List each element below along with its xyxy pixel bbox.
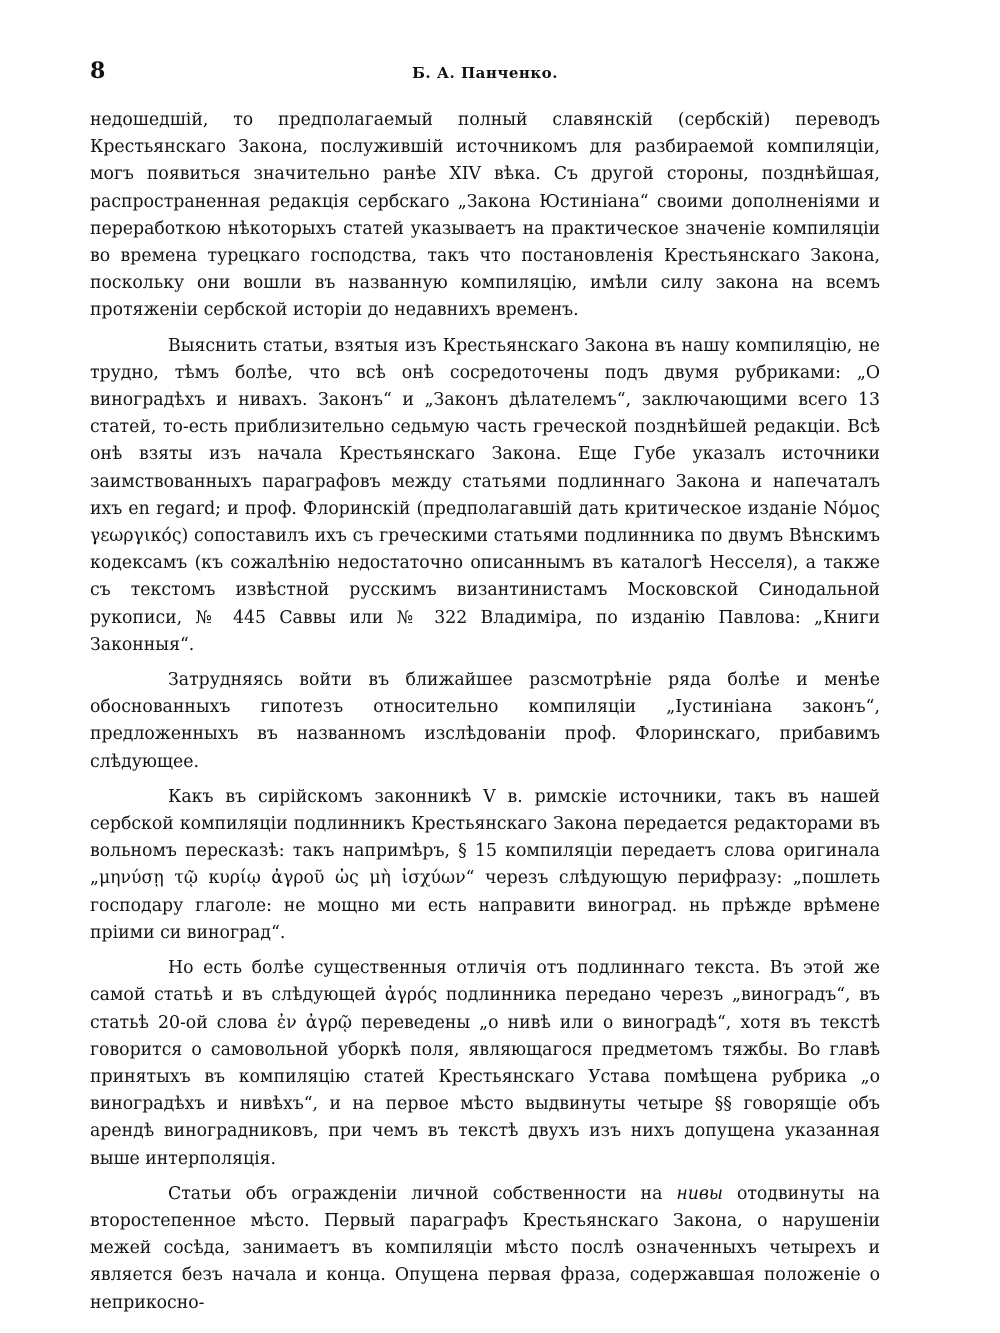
body-text (90, 107, 880, 1317)
page-number: 8 (90, 58, 106, 84)
paragraph-4: Какъ въ сирійскомъ законникѣ V в. римскіе источники, такъ въ нашей сербской компиляціи подлинникъ Крестьянскаго Закона передается редакторами въ вольномъ пересказѣ: такъ напримѣръ, § 15 компиляціи передаетъ слова оригинала „μηνύσῃ τῷ κυρίῳ ἀγροῦ ὡς μὴ ἰσχύων“ черезъ слѣдующую перифразу: „пошлеть господару глаголе: не мощно ми есть направити виноград. нь прѣжде врѣмене пріими си виноград“. (90, 786, 880, 943)
paragraph-1: недошедшій, то предполагаемый полный славянскій (сербскій) переводъ Крестьянскаго Закона, послужившій источникомъ для разбираемой компиляціи, могъ появиться значительно ранѣе XIV вѣка. Съ другой стороны, позднѣйшая, распространенная редакція сербскаго „Закона Юстиніана“ своими дополненіями и переработкою нѣкоторыхъ статей указываетъ на практическое значеніе компиляціи во времена турецкаго господства, такъ что постановленія Крестьянскаго Закона, поскольку они вошли въ названную компиляцію, имѣли силу закона на всемъ протяженіи сербской исторіи до недавнихъ временъ. (90, 110, 880, 321)
paragraph-6-end: отодвинуты на второстепенное мѣсто. Первый параграфъ Крестьянскаго Закона, о нарушеніи межей сосѣда, занимаетъ въ компиляціи мѣсто послѣ означенныхъ четырехъ и является безъ начала и конца. Опущена первая фраза, содержавшая положеніе о неприкосно- (90, 1183, 880, 1313)
paragraph-6-start: Статьи объ огражденіи личной собственности на (168, 1183, 677, 1204)
paragraph-5: Но есть болѣе существенныя отличія отъ подлиннаго текста. Въ этой же самой статьѣ и въ слѣдующей ἀγρός подлинника передано черезъ „виноградъ“, въ статьѣ 20-ой слова ἐν ἀγρῷ переведены „о нивѣ или о виноградѣ“, хотя въ текстѣ говорится о самовольной уборкѣ поля, являющагося предметомъ тяжбы. Во главѣ принятыхъ въ компиляцію статей Крестьянскаго Устава помѣщена рубрика „о виноградѣхъ и нивѣхъ“, и на первое мѣсто выдвинуты четыре §§ говорящіе объ арендѣ виноградниковъ, при чемъ въ текстѣ двухъ изъ нихъ допущена указанная выше интерполяція. (90, 958, 880, 1169)
paragraph-6 (90, 1181, 880, 1317)
author-header: Б. А. Панченко. (412, 64, 558, 82)
running-head (90, 58, 880, 88)
paragraph-3: Затрудняясь войти въ ближайшее разсмотрѣніе ряда болѣе и менѣе обоснованныхъ гипотезъ относительно компиляціи „Іустиніана законъ“, предложенныхъ въ названномъ изслѣдованіи проф. Флоринскаго, прибавимъ слѣдующее. (90, 670, 880, 772)
italic-word: нивы (676, 1183, 723, 1204)
paragraph-2: Выяснить статьи, взятыя изъ Крестьянскаго Закона въ нашу компиляцію, не трудно, тѣмъ болѣе, что всѣ онѣ сосредоточены подъ двумя рубриками: „О виноградѣхъ и нивахъ. Законъ“ и „Законъ дѣлателемъ“, заключающими всего 13 статей, то-есть приблизительно седьмую часть греческой позднѣйшей редакціи. Всѣ онѣ взяты изъ начала Крестьянскаго Закона. Еще Губе указалъ источники заимствованныхъ параграфовъ между статьями подлиннаго Закона и напечаталъ ихъ en regard; и проф. Флоринскій (предполагавшій дать критическое изданіе Νόμος γεωργικός) сопоставилъ ихъ съ греческими статьями подлинника по двумъ Вѣнскимъ кодексамъ (къ сожалѣнію недостаточно описаннымъ въ каталогѣ Несселя), а также съ текстомъ извѣстной русскимъ византинистамъ Московской Синодальной рукописи, № 445 Саввы или № 322 Владиміра, по изданію Павлова: „Книги Законныя“. (90, 335, 880, 655)
